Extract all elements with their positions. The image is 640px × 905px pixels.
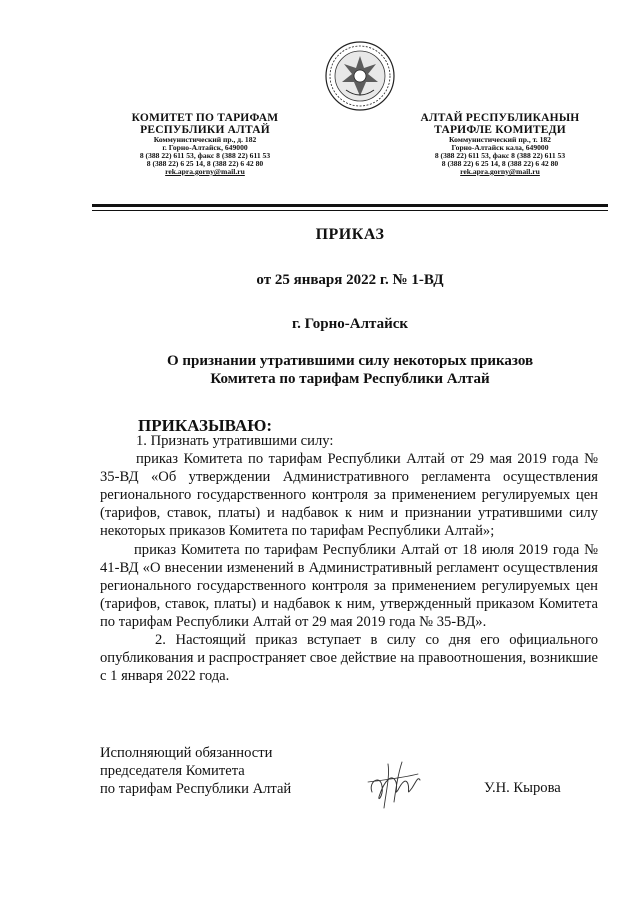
header-left-org-line2: РЕСПУБЛИКИ АЛТАЙ <box>140 124 270 137</box>
document-body <box>100 432 598 685</box>
header-left-phone2: 8 (388 22) 6 25 14, 8 (388 22) 6 42 80 <box>146 159 264 169</box>
header-right-email: rek.apra.gorny@mail.ru <box>460 167 540 176</box>
header-left-address: Коммунистический пр., д. 182 <box>153 135 257 145</box>
document-title: ПРИКАЗ <box>315 226 385 243</box>
header-left-org-line1: КОМИТЕТ ПО ТАРИФАМ <box>131 112 279 124</box>
header-right-city: Горно-Алтайск кала, 649000 <box>451 143 549 153</box>
document-subject-line2: Комитета по тарифам Республики Алтай <box>210 371 490 387</box>
signatory-position-line3: по тарифам Республики Алтай <box>100 781 292 797</box>
header-divider-thick <box>92 204 608 207</box>
signatory-position-line2: председателя Комитета <box>100 763 245 779</box>
order-word: ПРИКАЗЫВАЮ: <box>138 416 273 435</box>
body-paragraph-3: приказ Комитета по тарифам Республики Алтай от 18 июля 2019 года № 41-ВД «О внесении изменений в Административный регламент осуществления регионального государственного контроля за применением регулируемых цен (тарифов, ставок, платы) и надбавок к ним, утвержденный приказом Комитета по тарифам Республики Алтай от 29 мая 2019 года № 35-ВД». <box>100 541 598 630</box>
header-right-phone2: 8 (388 22) 6 25 14, 8 (388 22) 6 42 80 <box>441 159 559 169</box>
header-right-address: Коммунистический пр., т. 182 <box>449 135 551 145</box>
header-divider-thin <box>92 210 608 211</box>
document-date-number: от 25 января 2022 г. № 1-ВД <box>256 272 444 288</box>
header-right-org-line2: ТАРИФЛЕ КОМИТЕДИ <box>434 124 566 137</box>
header-right-org-line1: АЛТАЙ РЕСПУБЛИКАНЫН <box>420 112 580 124</box>
handwritten-signature <box>358 752 428 812</box>
body-paragraph-1: 1. Признать утратившими силу: <box>136 433 334 449</box>
document-subject-line1: О признании утратившими силу некоторых приказов <box>166 353 534 369</box>
header-left-email: rek.apra.gorny@mail.ru <box>165 167 245 176</box>
header-left-city: г. Горно-Алтайск, 649000 <box>162 143 248 153</box>
body-paragraph-2: приказ Комитета по тарифам Республики Алтай от 29 мая 2019 года № 35-ВД «Об утверждении Административного регламента осуществления регионального государственного контроля за применением регулируемых цен (тарифов, ставок, платы) и надбавок к ним и признании утратившими силу некоторых приказов Комитета по тарифам Республики Алтай»; <box>100 451 598 540</box>
body-paragraph-4: 2. Настоящий приказ вступает в силу со дня его официального опубликования и распространяет свое действие на правоотношения, возникшие с 1 января 2022 года. <box>100 632 598 685</box>
header-right-block <box>395 112 605 176</box>
header-left-block <box>100 112 310 176</box>
header-right-phone1: 8 (388 22) 611 53, факс 8 (388 22) 611 53 <box>434 151 566 161</box>
signatory-name: У.Н. Кырова <box>484 780 561 796</box>
coat-of-arms-emblem <box>324 40 396 112</box>
header-left-phone1: 8 (388 22) 611 53, факс 8 (388 22) 611 53 <box>139 151 271 161</box>
signatory-position-line1: Исполняющий обязанности <box>100 745 273 761</box>
document-city: г. Горно-Алтайск <box>291 316 409 332</box>
document-subject <box>92 352 608 388</box>
signatory-position <box>100 744 291 798</box>
